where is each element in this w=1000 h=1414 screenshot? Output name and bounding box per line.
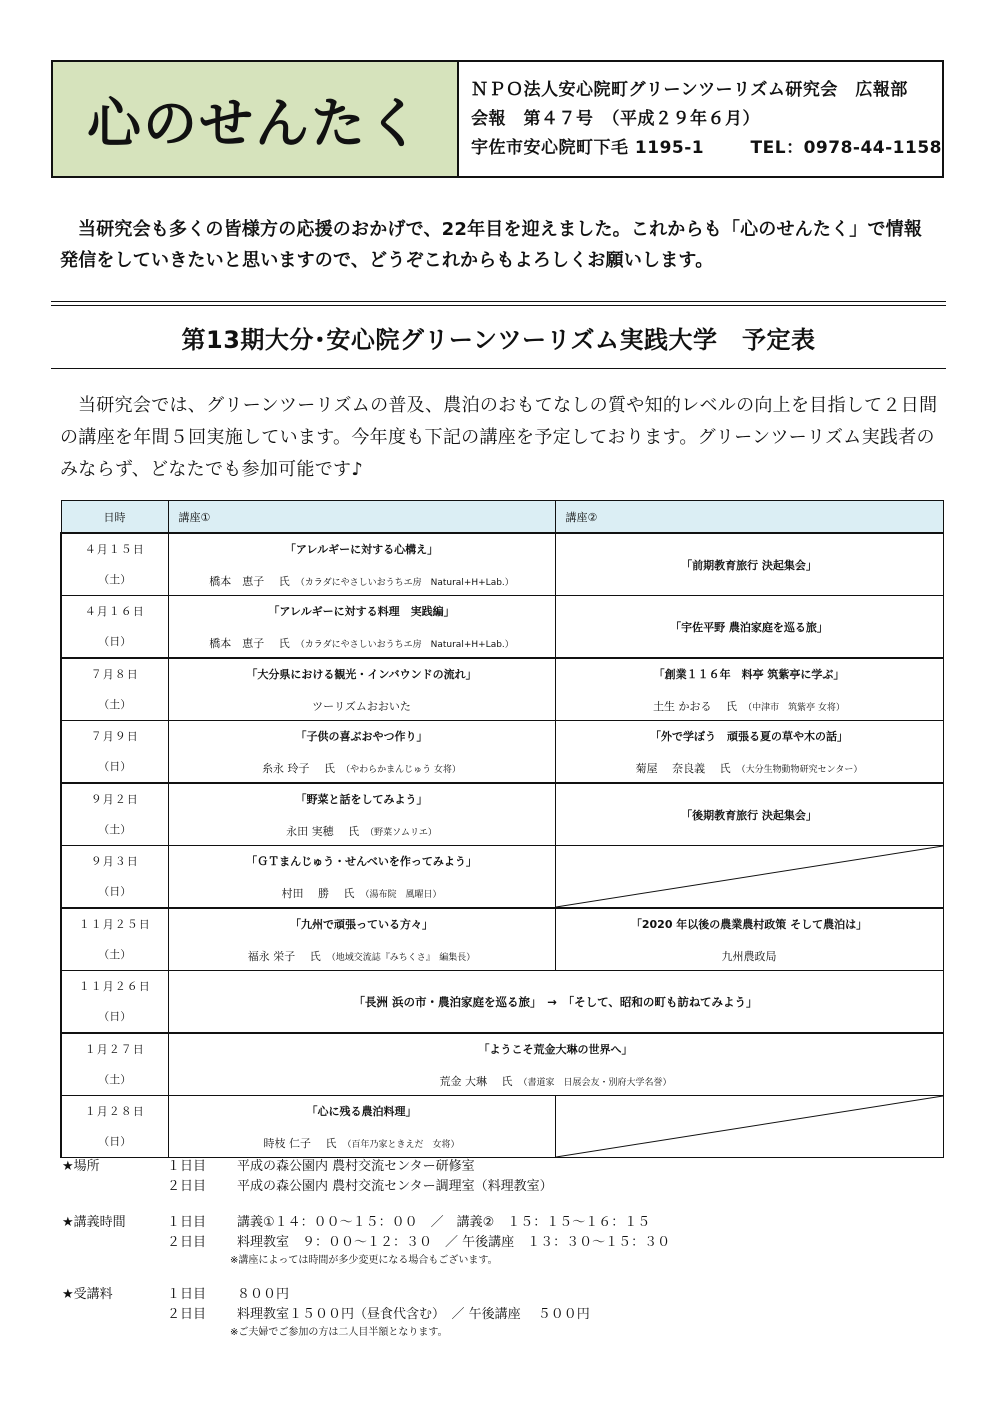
course2-cell — [555, 658, 943, 721]
speaker: 九州農政局 — [721, 949, 777, 963]
affiliation: （書道家 日展会友・別府大学名誉） — [518, 1077, 672, 1088]
course1-cell — [168, 533, 555, 596]
address: 宇佐市安心院町下毛 1195-1 — [471, 138, 705, 158]
note-label: ★受講料 — [62, 1287, 113, 1302]
table-row — [61, 1096, 943, 1158]
affiliation: （野菜ソムリエ） — [365, 827, 437, 838]
divider — [51, 368, 946, 369]
course-title: 「ようこそ荒金大琳の世界へ」 — [478, 1042, 633, 1056]
fee-note: ※ご夫婦でご参加の方は二人目半額となります。 — [230, 1327, 448, 1338]
masthead-title: 心のせんたく — [87, 91, 423, 155]
day-of-week: （日） — [98, 1009, 132, 1023]
day-of-week: （土） — [98, 697, 132, 711]
note-time-day2 — [62, 1233, 942, 1253]
speaker: 荒金 大琳 氏 （書道家 日展会友・別府大学名誉） — [439, 1074, 672, 1088]
note-day: ２日目 — [167, 1179, 207, 1194]
note-label: ★講義時間 — [62, 1215, 126, 1230]
table-header-row — [61, 501, 943, 534]
empty-cell — [555, 846, 943, 909]
course2-cell — [555, 783, 943, 846]
note-place-day1 — [62, 1157, 942, 1177]
table-row — [61, 658, 943, 721]
time-note: ※講座によっては時間が多少変更になる場合もございます。 — [230, 1255, 498, 1266]
table-row — [61, 596, 943, 659]
combined-course-cell — [168, 971, 943, 1034]
tel: TEL：0978-44-1158 — [750, 138, 942, 158]
speaker: 土生 かおる 氏 （中津市 筑紫亭 女将） — [653, 699, 845, 713]
table-row — [61, 908, 943, 971]
note-place-day2 — [62, 1177, 942, 1197]
intro-paragraph: 当研究会も多くの皆様方の応援のおかげで、22年目を迎えました。これからも「心のせんたく」で情報発信をしていきたいと思いますので、どうぞこれからもよろしくお願いします。 — [60, 219, 923, 271]
date-cell — [61, 846, 168, 909]
speaker: ツーリズムおおいた — [312, 699, 411, 713]
empty-cell — [555, 1096, 943, 1158]
course-title: 「外で学ぼう 頑張る夏の草や木の話」 — [650, 729, 848, 743]
course-title: 「前期教育旅行 決起集会」 — [681, 558, 817, 572]
table-row — [61, 971, 943, 1034]
day-of-week: （日） — [98, 759, 132, 773]
note-day: ２日目 — [167, 1235, 207, 1250]
date-cell — [61, 533, 168, 596]
header-date: 日時 — [61, 501, 168, 534]
speaker: 橋本 恵子 氏 （カラダにやさしいおうちエ房 Natural+H+Lab.） — [209, 636, 514, 650]
note-day: １日目 — [167, 1215, 207, 1230]
table-row — [61, 1033, 943, 1096]
description-paragraph: 当研究会では、グリーンツーリズムの普及、農泊のおもてなしの質や知的レベルの向上を目指して２日間の講座を年間５回実施しています。今年度も下記の講座を予定しております。グリーンツーリズム実践者のみならず、どなたでも参加可能です♪ — [60, 395, 938, 480]
notes-section — [62, 1157, 942, 1341]
speaker: 糸永 玲子 氏 （やわらかまんじゅう 女将） — [262, 761, 461, 775]
header-box — [51, 60, 944, 178]
note-text: 料理教室 ９：００～１２：３０ ／ 午後講座 １３：３０～１５：３０ — [237, 1235, 671, 1250]
date-cell — [61, 1033, 168, 1096]
course1-cell — [168, 783, 555, 846]
course-title: 「アレルギーに対する料理 実践編」 — [268, 604, 455, 618]
day-of-week: （土） — [98, 947, 132, 961]
course-title: 「ＧＴまんじゅう・せんべいを作ってみよう」 — [246, 854, 477, 868]
day-of-week: （土） — [98, 1072, 132, 1086]
combined-course-cell — [168, 1033, 943, 1096]
affiliation: （百年乃家ときえだ 女将） — [342, 1139, 460, 1150]
course-title: 「アレルギーに対する心構え」 — [284, 542, 439, 556]
date: ９月３日 — [90, 854, 139, 868]
course-title: 「後期教育旅行 決起集会」 — [681, 808, 817, 822]
date-cell — [61, 596, 168, 659]
header-course1: 講座① — [168, 501, 555, 534]
course1-cell — [168, 721, 555, 784]
note-text: 平成の森公園内 農村交流センター調理室（料理教室） — [237, 1179, 553, 1194]
date: １１月２５日 — [78, 917, 151, 931]
course-title: 「九州で頑張っている方々」 — [290, 917, 433, 931]
date: ４月１６日 — [84, 604, 145, 618]
date-cell — [61, 721, 168, 784]
note-day: １日目 — [167, 1287, 207, 1302]
date: １１月２６日 — [78, 979, 151, 993]
affiliation: （カラダにやさしいおうちエ房 Natural+H+Lab.） — [295, 577, 514, 588]
schedule-table — [60, 500, 944, 1158]
date: ４月１５日 — [84, 542, 145, 556]
org-name: ＮＰＯ法人安心院町グリーンツーリズム研究会 広報部 — [471, 80, 908, 100]
date-cell — [61, 658, 168, 721]
section-title: 第13期大分･安心院グリーンツーリズム実践大学 予定表 — [181, 326, 816, 354]
day-of-week: （土） — [98, 572, 132, 586]
note-fee-day2 — [62, 1305, 942, 1325]
note-text: 料理教室１５００円（昼食代含む） ／ 午後講座 ５００円 — [237, 1307, 590, 1322]
table-row — [61, 533, 943, 596]
affiliation: （カラダにやさしいおうちエ房 Natural+H+Lab.） — [295, 639, 514, 650]
note-text: ８００円 — [237, 1287, 290, 1302]
speaker: 橋本 恵子 氏 （カラダにやさしいおうちエ房 Natural+H+Lab.） — [209, 574, 514, 588]
issue-info: 会報 第４７号 （平成２９年６月） — [471, 109, 760, 129]
affiliation: （大分生物動物研究センター） — [736, 764, 863, 775]
diagonal-line — [556, 1096, 943, 1157]
course-title: 「宇佐平野 農泊家庭を巡る旅」 — [670, 620, 828, 634]
speaker: 菊屋 奈良義 氏 （大分生物動物研究センター） — [635, 761, 863, 775]
divider — [51, 301, 946, 302]
speaker: 時枝 仁子 氏 （百年乃家ときえだ 女将） — [263, 1136, 460, 1150]
date: １月２８日 — [84, 1104, 145, 1118]
course1-cell — [168, 846, 555, 909]
speaker: 福永 栄子 氏 （地域交流誌『みちくさ』 編集長） — [247, 949, 476, 963]
address-line — [471, 134, 942, 163]
speaker: 永田 実穂 氏 （野菜ソムリエ） — [286, 824, 437, 838]
course-title: 「長洲 浜の市・農泊家庭を巡る旅」 → 「そして、昭和の町も訪ねてみよう」 — [353, 994, 758, 1009]
org-info — [459, 62, 942, 176]
course2-cell — [555, 908, 943, 971]
course-title: 「子供の喜ぶおやつ作り」 — [295, 729, 428, 743]
date: ７月８日 — [90, 667, 139, 681]
course-title: 「心に残る農泊料理」 — [306, 1104, 417, 1118]
section-description — [60, 390, 940, 486]
divider — [51, 305, 946, 306]
course-title: 「野菜と話をしてみよう」 — [295, 792, 428, 806]
course2-cell — [555, 721, 943, 784]
masthead — [53, 62, 459, 176]
note-text: 講義①１４：００～１５：００ ／ 講義② １５：１５～１６：１５ — [237, 1215, 651, 1230]
intro-text — [60, 214, 940, 276]
affiliation: （地域交流誌『みちくさ』 編集長） — [326, 952, 476, 963]
table-row — [61, 783, 943, 846]
day-of-week: （日） — [98, 634, 132, 648]
course-title: 「創業１１６年 料亭 筑紫亭に学ぶ」 — [653, 667, 845, 681]
date-cell — [61, 783, 168, 846]
table-row — [61, 721, 943, 784]
note-label: ★場所 — [62, 1159, 100, 1174]
course-title: 「大分県における観光・インバウンドの流れ」 — [246, 667, 477, 681]
header-course2: 講座② — [555, 501, 943, 534]
note-day: ２日目 — [167, 1307, 207, 1322]
day-of-week: （日） — [98, 884, 132, 898]
diagonal-line — [556, 846, 943, 907]
date: １月２７日 — [84, 1042, 145, 1056]
day-of-week: （日） — [98, 1134, 132, 1148]
day-of-week: （土） — [98, 822, 132, 836]
affiliation: （中津市 筑紫亭 女将） — [743, 702, 845, 713]
speaker: 村田 勝 氏 （湯布院 風曜日） — [281, 886, 442, 900]
course1-cell — [168, 908, 555, 971]
course2-cell — [555, 596, 943, 659]
date: ７月９日 — [90, 729, 139, 743]
note-time-day1 — [62, 1213, 942, 1233]
date: ９月２日 — [90, 792, 139, 806]
course1-cell — [168, 596, 555, 659]
date-cell — [61, 1096, 168, 1158]
course-title: 「2020 年以後の農業農村政策 そして農泊は」 — [630, 917, 868, 931]
table-row — [61, 846, 943, 909]
date-cell — [61, 971, 168, 1034]
note-text: 平成の森公園内 農村交流センター研修室 — [237, 1159, 475, 1174]
note-day: １日目 — [167, 1159, 207, 1174]
affiliation: （やわらかまんじゅう 女将） — [341, 764, 461, 775]
course1-cell — [168, 1096, 555, 1158]
affiliation: （湯布院 風曜日） — [360, 889, 442, 900]
date-cell — [61, 908, 168, 971]
course1-cell — [168, 658, 555, 721]
note-fee-day1 — [62, 1285, 942, 1305]
course2-cell — [555, 533, 943, 596]
